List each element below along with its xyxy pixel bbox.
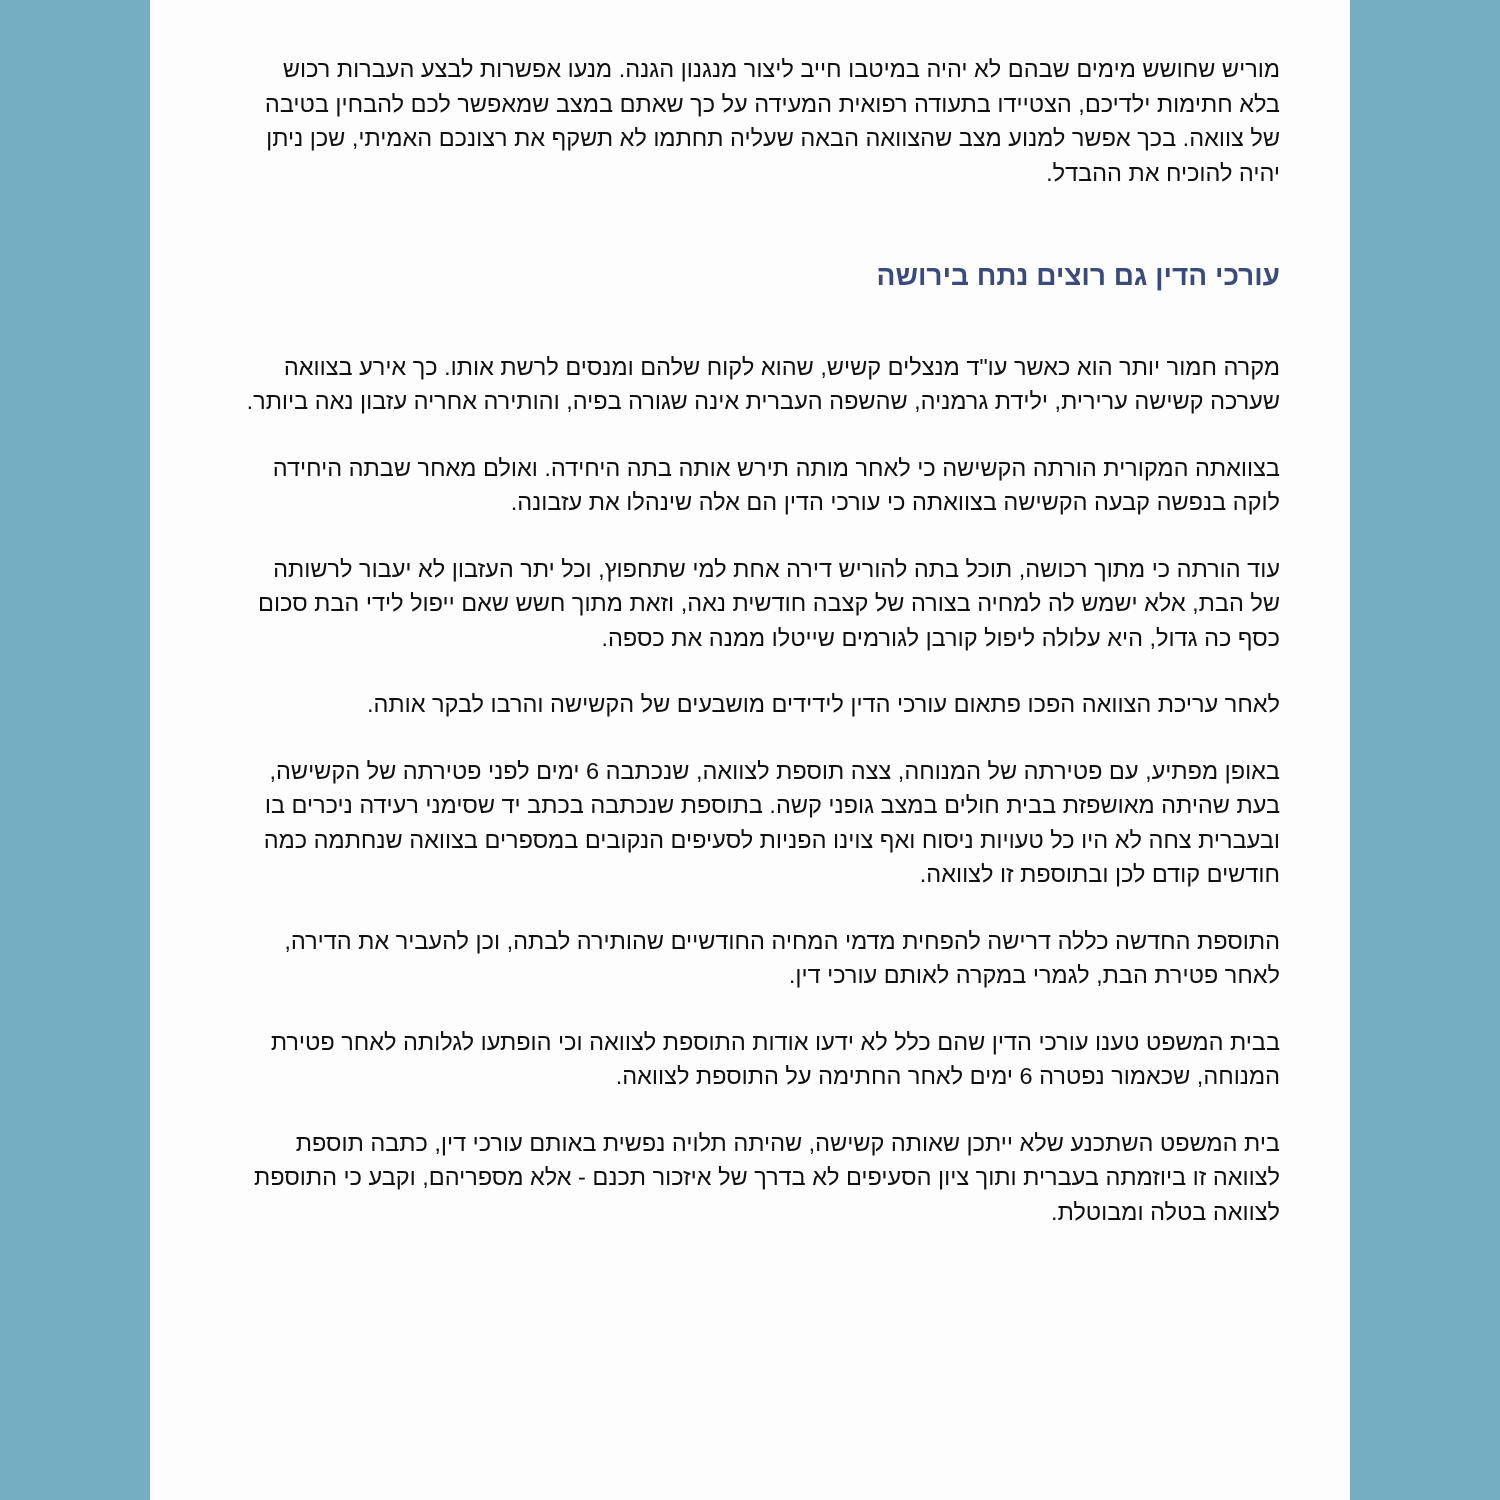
paragraph-4: לאחר עריכת הצוואה הפכו פתאום עורכי הדין לידידים מושבעים של הקשישה והרבו לבקר אותה.	[366, 691, 1280, 717]
paragraph-5: באופן מפתיע, עם פטירתה של המנוחה, צצה תוספת לצוואה, שנכתבה 6 ימים לפני פטירתה של הקשישה, בעת שהיתה מאושפזת בבית חולים במצב גופני קשה. בתוספת שנכתבה בכתב יד שסימני רעידה ניכרים בו ובעברית צחה לא היו כל טעויות ניסוח ואף צוינו הפניות לסעיפים הנקובים במספרים בצוואה שנחתמה כמה חודשים קודם לכן ובתוספת זו לצוואה.	[263, 757, 1280, 887]
document-page	[150, 0, 1350, 1500]
paragraph-8: בית המשפט השתכנע שלא ייתכן שאותה קשישה, שהיתה תלויה נפשית באותם עורכי דין, כתבה תוספת לצוואה זו ביוזמתה בעברית ותוך ציון הסעיפים לא בדרך של איזכור תכנם - אלא מספריהם, וקבע כי התוספת לצוואה בטלה ומבוטלת.	[254, 1129, 1280, 1225]
paragraph-2: בצוואתה המקורית הורתה הקשישה כי לאחר מותה תירש אותה בתה היחידה. ואולם מאחר שבתה היחידה לוקה בנפשה קבעה הקשישה בצוואתה כי עורכי הדין הם אלה שינהלו את עזבונה.	[272, 454, 1280, 515]
document-body	[245, 52, 1280, 1229]
paragraph-3: עוד הורתה כי מתוך רכושה, תוכל בתה להוריש דירה אחת למי שתחפוץ, וכל יתר העזבון לא יעבור לרשותה של הבת, אלא ישמש לה למחיה בצורה של קצבה חודשית נאה, וזאת מתוך חשש שאם ייפול לידי הבת סכום כסף כה גדול, היא עלולה ליפול קורבן לגורמים שייטלו ממנה את כספה.	[258, 555, 1280, 651]
paragraph-1: מקרה חמור יותר הוא כאשר עו"ד מנצלים קשיש, שהוא לקוח שלהם ומנסים לרשת אותו. כך אירע בצוואה שערכה קשישה ערירית, ילידת גרמניה, שהשפה העברית אינה שגורה בפיה, והותירה אחריה עזבון נאה ביותר.	[246, 353, 1280, 414]
intro-paragraph: מוריש שחושש מימים שבהם לא יהיה במיטבו חייב ליצור מנגנון הגנה. מנעו אפשרות לבצע העברות רכוש בלא חתימות ילדיכם, הצטיידו בתעודה רפואית המעידה על כך שאתם במצב שמאפשר לכם להבחין בטיבה של צוואה. בכך אפשר למנוע מצב שהצוואה הבאה שעליה תחתמו לא תשקף את רצונכם האמיתי, שכן ניתן יהיה להוכיח את ההבדל.	[264, 56, 1280, 186]
section-heading: עורכי הדין גם רוצים נתח בירושה	[876, 260, 1280, 291]
paragraph-6: התוספת החדשה כללה דרישה להפחית מדמי המחיה החודשיים שהותירה לבתה, וכן להעביר את הדירה, לאחר פטירת הבת, לגמרי במקרה לאותם עורכי דין.	[284, 927, 1280, 988]
paragraph-7: בבית המשפט טענו עורכי הדין שהם כלל לא ידעו אודות התוספת לצוואה וכי הופתעו לגלותה לאחר פטירת המנוחה, שכאמור נפטרה 6 ימים לאחר החתימה על התוספת לצוואה.	[270, 1028, 1280, 1089]
